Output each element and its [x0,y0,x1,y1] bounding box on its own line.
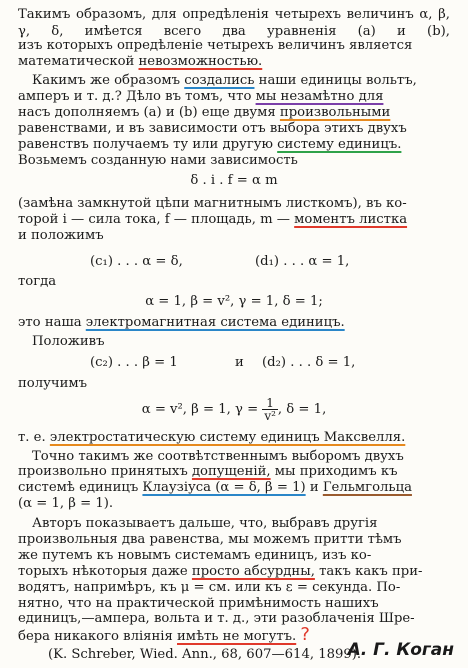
highlight-em-system: электромагнитная система единицъ. [85,314,345,330]
equation-text: (d₁) . . . α = 1, [255,253,350,269]
text-span: водятъ, напримѣръ, къ μ = см. или къ ε = секунда. По- [18,579,401,595]
text-line [18,595,468,612]
text-line [18,104,468,121]
text-line [18,88,468,105]
text-span: произвольныя два равенства, мы можемъ притти тѣмъ [18,531,402,547]
text-line [18,273,468,290]
text-line [18,563,468,580]
text-span: системѣ единицъ [18,480,143,496]
formula [0,293,468,310]
text-line [18,375,468,392]
text-span: математической [18,54,139,70]
text-line [18,495,468,512]
text-line [18,314,468,331]
text-span: Возьмемъ созданную нами зависимость [18,152,298,168]
highlight-created: создались [184,73,255,89]
text-line [18,227,468,244]
text-span: Положивъ [32,334,105,350]
text-line [18,531,468,548]
equation-text: (d₂) . . . δ = 1, [262,354,356,370]
equation-c1 [90,253,183,270]
text-span: тогда [18,274,57,290]
highlight-es-system: электростатическую систему единицъ Максвелля. [49,429,406,445]
text-line [18,211,468,228]
text-span: произвольно принятыхъ [18,464,192,480]
text-line [18,37,468,54]
text-line [18,610,468,627]
fraction-numerator: 1 [262,397,278,410]
highlight-unnoticed: мы незамѣтно для [255,89,384,104]
formula-text: , δ = 1, [277,402,327,417]
text-line [18,120,468,137]
highlight-moment: моментъ листка [294,211,408,227]
text-span: равенствъ получаемъ ту или другую [18,136,278,152]
text-line [18,463,468,480]
text-line [32,72,468,89]
text-span: насъ дополняемъ (a) и (b) еще двумя [18,104,280,120]
text-span: Такимъ образомъ, для опредѣленія четырехъ величинъ α, β, γ, δ, имѣется всего два уравненія (a) и (b), [18,6,450,39]
formula-text: α = 1, β = v², γ = 1, δ = 1; [145,294,323,309]
text-span: и положимъ [18,227,104,243]
text-line [18,429,468,446]
text-line [18,6,450,40]
formula-text: α = v², β = 1, γ = [141,402,263,417]
text-span: же путемъ къ новымъ системамъ единицъ, изъ ко- [18,547,372,563]
text-line [18,479,468,496]
highlight-arbitrary: произвольными [279,104,391,120]
text-span: т. е. [18,429,50,445]
highlight-assumptions: допущеній, [191,464,271,480]
text-span: получимъ [18,375,88,391]
equation-and [235,354,244,371]
text-line [18,579,468,596]
text-span: (замѣна замкнутой цѣпи магнитнымъ листкомъ), въ ко- [18,195,407,211]
text-line [32,515,468,532]
formula [0,397,468,422]
text-span: такъ какъ при- [314,563,423,579]
equation-text: и [235,354,244,370]
text-line [18,136,468,153]
text-span: наши единицы вольтъ, [254,73,417,89]
text-line [32,333,468,350]
fraction [262,397,278,422]
question-mark-annotation: ? [300,624,310,646]
text-span: Какимъ же образомъ [32,73,185,89]
text-line [18,547,468,564]
equation-c2 [90,354,178,371]
signature: А. Г. Коган [347,640,454,660]
text-span: амперъ и т. д.? Дѣло въ томъ, что [18,89,256,104]
fraction-denominator: v² [264,409,276,423]
highlight-unit-system: систему единицъ. [277,136,402,152]
equation-d1 [255,253,349,270]
text-line [18,53,468,70]
text-line [18,195,468,212]
text-span: изъ которыхъ опредѣленіе четырехъ величинъ является [18,38,413,54]
highlight-no-influence: имѣть не могутъ. [177,629,297,645]
text-span: нятно, что на практической примѣнимость нашихъ [18,595,379,611]
text-span: (α = 1, β = 1). [18,496,114,512]
highlight-helmholtz: Гельмгольца [322,480,412,496]
text-span: мы приходимъ къ [270,464,398,480]
equation-text: (c₁) . . . α = δ, [90,253,183,269]
formula-text: δ . i . f = α m [190,173,278,189]
text-span: Точно такимъ же соотвѣтственнымъ выборомъ двухъ [32,448,404,464]
text-line [18,152,468,169]
formula [0,172,468,189]
equation-text: (c₂) . . . β = 1 [90,354,178,370]
highlight-clausius: Клаузіуса (α = δ, β = 1) [142,480,306,496]
text-span: торыхъ нѣкоторыя даже [18,563,192,579]
text-span: бера никакого вліянія [18,629,178,645]
text-span: и [305,480,323,496]
text-span: это наша [18,314,86,330]
text-span: Авторъ показываетъ дальше, что, выбравъ другія [32,515,378,531]
equation-d2 [262,354,355,371]
highlight-impossibility: невозможностью. [138,54,263,70]
text-span: равенствами, и въ зависимости отъ выбора этихъ двухъ [18,120,407,136]
text-span: единицъ,—ампера, вольта и т. д., эти разоблаченія Шре- [18,611,415,627]
citation-text: (K. Schreber, Wied. Ann., 68, 607—614, 1899). [48,647,362,662]
highlight-absurd: просто абсурдны, [191,563,315,579]
text-span: торой i — сила тока, f — площадь, m — [18,211,295,227]
text-line [32,448,468,465]
